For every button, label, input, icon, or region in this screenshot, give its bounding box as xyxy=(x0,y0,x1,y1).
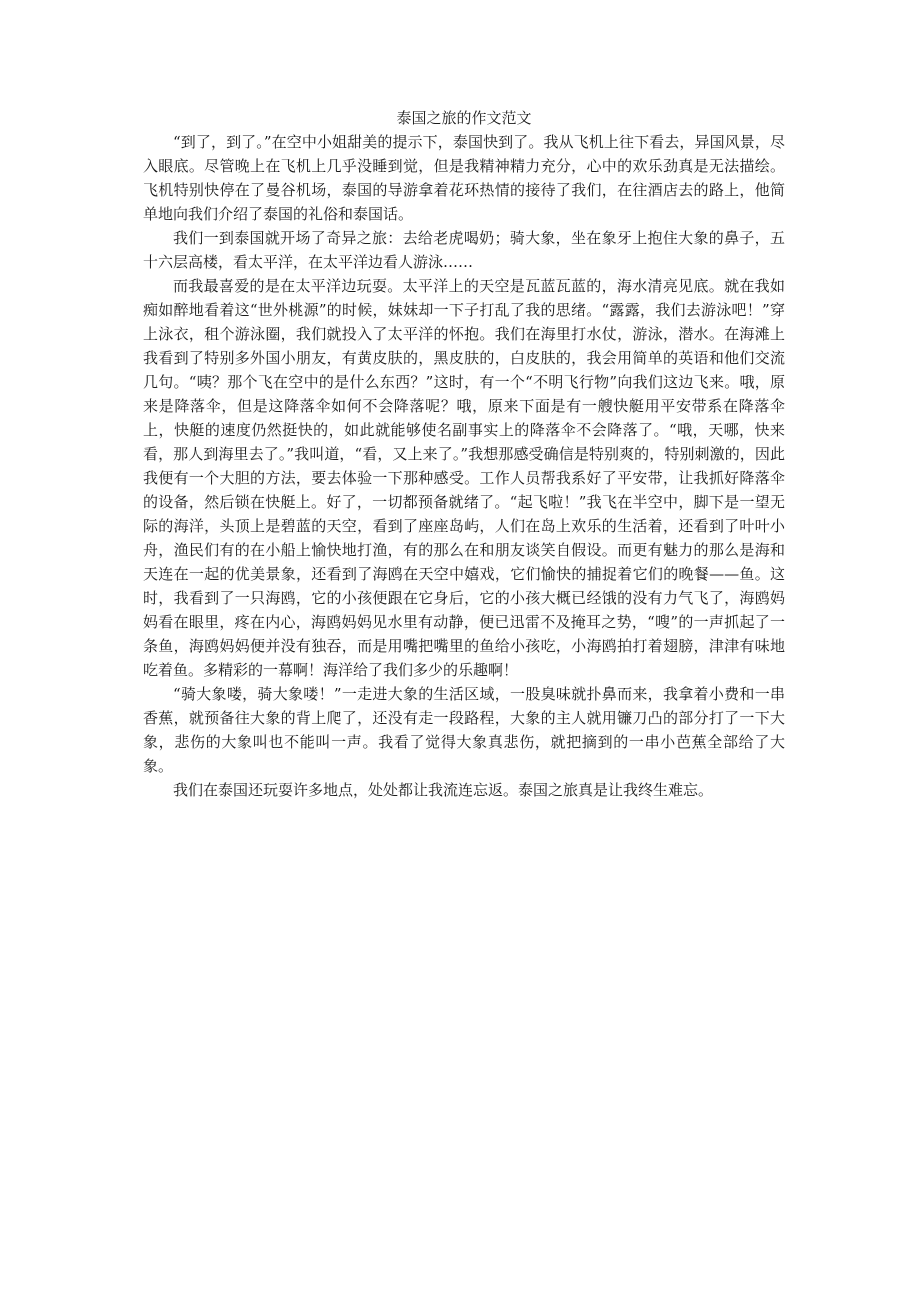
paragraph-1: “到了，到了。”在空中小姐甜美的提示下，泰国快到了。我从飞机上往下看去，异国风景，尽入眼底。尽管晚上在飞机上几乎没睡到觉，但是我精神精力充分，心中的欢乐劲真是无法描绘。飞机特别快停在了曼谷机场，泰国的导游拿着花环热情的接待了我们，在往酒店去的路上，他简单地向我们介绍了泰国的礼俗和泰国话。 xyxy=(143,133,785,223)
paragraph-5: 我们在泰国还玩耍许多地点，处处都让我流连忘返。泰国之旅真是让我终生难忘。 xyxy=(173,781,714,799)
paragraph-4: “骑大象喽，骑大象喽！”一走进大象的生活区域，一股臭味就扑鼻而来，我拿着小费和一串香蕉，就预备往大象的背上爬了，还没有走一段路程，大象的主人就用镰刀凸的部分打了一下大象，悲伤的大象叫也不能叫一声。我看了觉得大象真悲伤，就把摘到的一串小芭蕉全部给了大象。 xyxy=(143,685,785,775)
document-title: 泰国之旅的作文范文 xyxy=(396,109,532,127)
paragraph-2: 我们一到泰国就开场了奇异之旅：去给老虎喝奶；骑大象，坐在象牙上抱住大象的鼻子，五十六层高楼，看太平洋，在太平洋边看人游泳…… xyxy=(143,229,785,271)
paragraph-3: 而我最喜爱的是在太平洋边玩耍。太平洋上的天空是瓦蓝瓦蓝的，海水清亮见底。就在我如痴如醉地看着这“世外桃源”的时候，妹妹却一下子打乱了我的思绪。“露露，我们去游泳吧！”穿上泳衣，租个游泳圈，我们就投入了太平洋的怀抱。我们在海里打水仗，游泳，潜水。在海滩上我看到了特别多外国小朋友，有黄皮肤的，黑皮肤的，白皮肤的，我会用简单的英语和他们交流几句。“咦？那个飞在空中的是什么东西？”这时，有一个“不明飞行物”向我们这边飞来。哦，原来是降落伞，但是这降落伞如何不会降落呢？哦，原来下面是有一艘快艇用平安带系在降落伞上，快艇的速度仍然挺快的，如此就能够使名副事实上的降落伞不会降落了。“哦，天哪，快来看，那人到海里去了。”我叫道，“看，又上来了。”我想那感受确信是特别爽的，特别刺激的，因此我便有一个大胆的方法，要去体验一下那种感受。工作人员帮我系好了平安带，让我抓好降落伞的设备，然后锁在快艇上。好了，一切都预备就绪了。“起飞啦！”我飞在半空中，脚下是一望无际的海洋，头顶上是碧蓝的天空，看到了座座岛屿，人们在岛上欢乐的生活着，还看到了叶叶小舟，渔民们有的在小船上愉快地打渔，有的那么在和朋友谈笑自假设。而更有魅力的那么是海和天连在一起的优美景象，还看到了海鸥在天空中嬉戏，它们愉快的捕捉着它们的晚餐——鱼。这时，我看到了一只海鸥，它的小孩便跟在它身后，它的小孩大概已经饿的没有力气飞了，海鸥妈妈看在眼里，疼在内心，海鸥妈妈见水里有动静，便已迅雷不及掩耳之势，“嗖”的一声抓起了一条鱼，海鸥妈妈便并没有独吞，而是用嘴把嘴里的鱼给小孩吃，小海鸥拍打着翅膀，津津有味地吃着鱼。多精彩的一幕啊！海洋给了我们多少的乐趣啊！ xyxy=(143,277,785,679)
document-body xyxy=(143,106,785,802)
